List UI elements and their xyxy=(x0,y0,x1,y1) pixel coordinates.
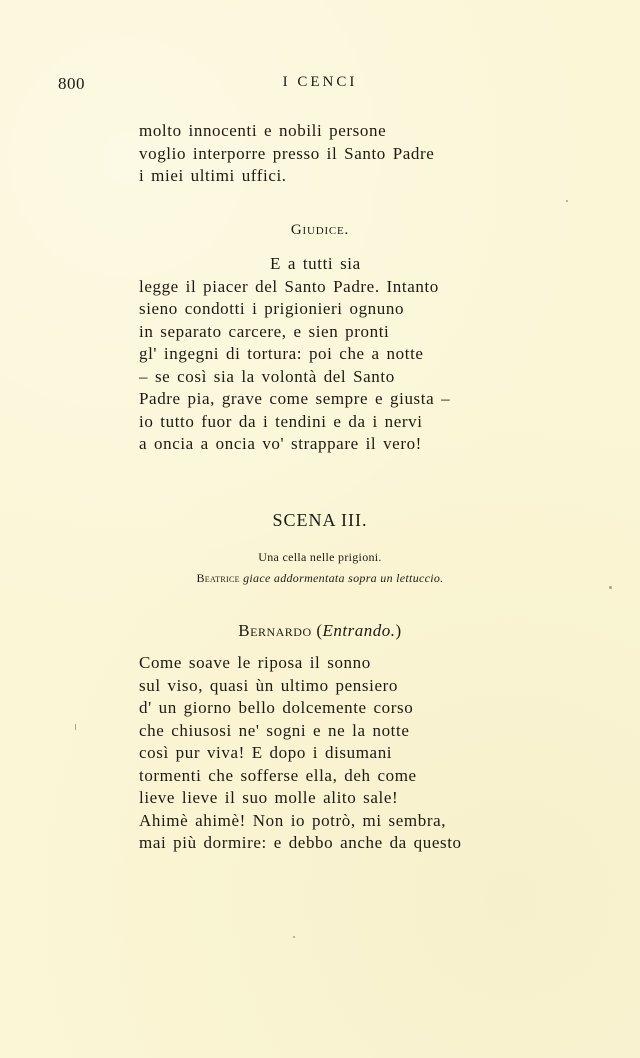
running-head: I CENCI xyxy=(282,74,358,90)
paren-close: ) xyxy=(395,621,402,640)
verse-line: Padre pia, grave come sempre e giusta – xyxy=(139,389,451,408)
stage-direction-text: giace addormentata sopra un lettuccio. xyxy=(243,571,444,585)
speaker-name: Bernardo xyxy=(238,621,312,640)
speaker-bernardo xyxy=(0,621,640,641)
stage-direction-action xyxy=(0,571,640,586)
verse-line: gl' ingegni di tortura: poi che a notte xyxy=(139,344,424,363)
verse-line: mai più dormire: e debbo anche da questo xyxy=(139,833,462,852)
verse-line: d' un giorno bello dolcemente corso xyxy=(139,698,414,717)
verse-line: legge il piacer del Santo Padre. Intanto xyxy=(139,276,439,296)
speaker-action: Entrando. xyxy=(322,621,396,640)
character-name: Beatrice xyxy=(196,571,240,585)
verse-line: a oncia a oncia vo' strappare il vero! xyxy=(139,434,422,453)
paper-speck xyxy=(75,724,76,730)
paren-open: ( xyxy=(316,621,323,640)
verse-line: – se così sia la volontà del Santo xyxy=(139,366,395,386)
judge-verse xyxy=(139,253,469,456)
paper-speck xyxy=(566,200,568,202)
stage-direction-setting: Una cella nelle prigioni. xyxy=(258,550,382,564)
paper-speck xyxy=(609,586,612,589)
page-number: 800 xyxy=(58,74,85,93)
verse-line: molto innocenti e nobili persone xyxy=(139,121,387,140)
verse-line: così pur viva! E dopo i disumani xyxy=(139,743,393,762)
verse-line: E a tutti sia xyxy=(270,254,361,273)
verse-line: i miei ultimi uffici. xyxy=(139,166,287,185)
verse-line: tormenti che sofferse ella, deh come xyxy=(139,765,417,785)
verse-line: che chiusosi ne' sogni e ne la notte xyxy=(139,720,410,740)
bernardo-verse xyxy=(139,652,469,855)
verse-line: Ahimè ahimè! Non io potrò, mi sembra, xyxy=(139,810,447,830)
verse-line: sul viso, quasi ùn ultimo pensiero xyxy=(139,675,398,695)
verse-line: Come soave le riposa il sonno xyxy=(139,653,371,672)
scene-title: SCENA III. xyxy=(272,510,368,530)
verse-line: io tutto fuor da i tendini e da i nervi xyxy=(139,411,423,431)
speaker-giudice: Giudice. xyxy=(290,222,350,238)
verse-line: sieno condotti i prigionieri ognuno xyxy=(139,299,405,318)
verse-line: voglio interporre presso il Santo Padre xyxy=(139,143,435,163)
verse-line: lieve lieve il suo molle alito sale! xyxy=(139,788,399,807)
verse-line: in separato carcere, e sien pronti xyxy=(139,321,390,341)
paper-speck xyxy=(293,936,295,938)
opening-verse xyxy=(139,120,469,188)
